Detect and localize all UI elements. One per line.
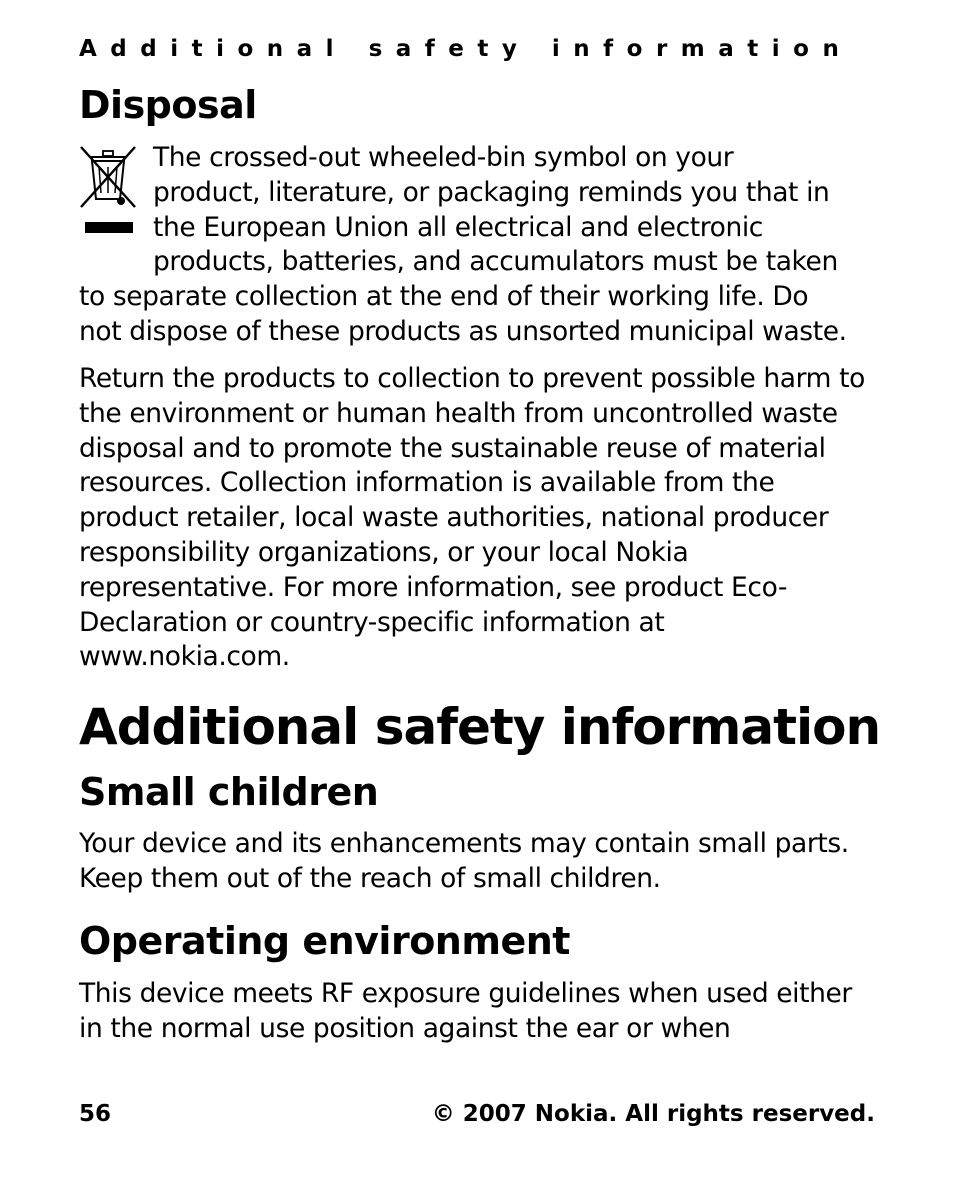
operating-environment-heading: Operating environment [79,919,570,963]
page-number: 56 [79,1101,112,1127]
small-children-heading: Small children [79,770,379,814]
intro-line: to separate collection at the end of their working life. Do [79,281,809,313]
disposal-heading: Disposal [79,83,257,127]
copyright-notice: © 2007 Nokia. All rights reserved. [431,1101,875,1127]
disposal-paragraph: Return the products to collection to prevent possible harm to the environment or human health from uncontrolled waste disposal and to promote the sustainable reuse of material resources. Collection information is available from the product retailer, local waste authorities, national producer responsibility organizations, or your local Nokia representative. For more information, see product Eco-Declaration or country-specific information at www.nokia.com. [79,363,865,673]
disposal-intro [79,141,879,350]
intro-line: The crossed-out wheeled-bin symbol on your [153,142,734,173]
small-children-paragraph: Your device and its enhancements may contain small parts. Keep them out of the reach of small children. [79,828,849,894]
intro-line: not dispose of these products as unsorted municipal waste. [79,315,847,347]
running-header: Additional safety information [79,36,853,62]
intro-line: products, batteries, and accumulators must be taken [153,246,838,278]
intro-line: product, literature, or packaging reminds you that in [153,176,830,208]
intro-line: the European Union all electrical and electronic [153,211,763,243]
operating-environment-paragraph: This device meets RF exposure guidelines when used either in the normal use position against the ear or when [79,978,852,1044]
section-title: Additional safety information [79,698,881,756]
